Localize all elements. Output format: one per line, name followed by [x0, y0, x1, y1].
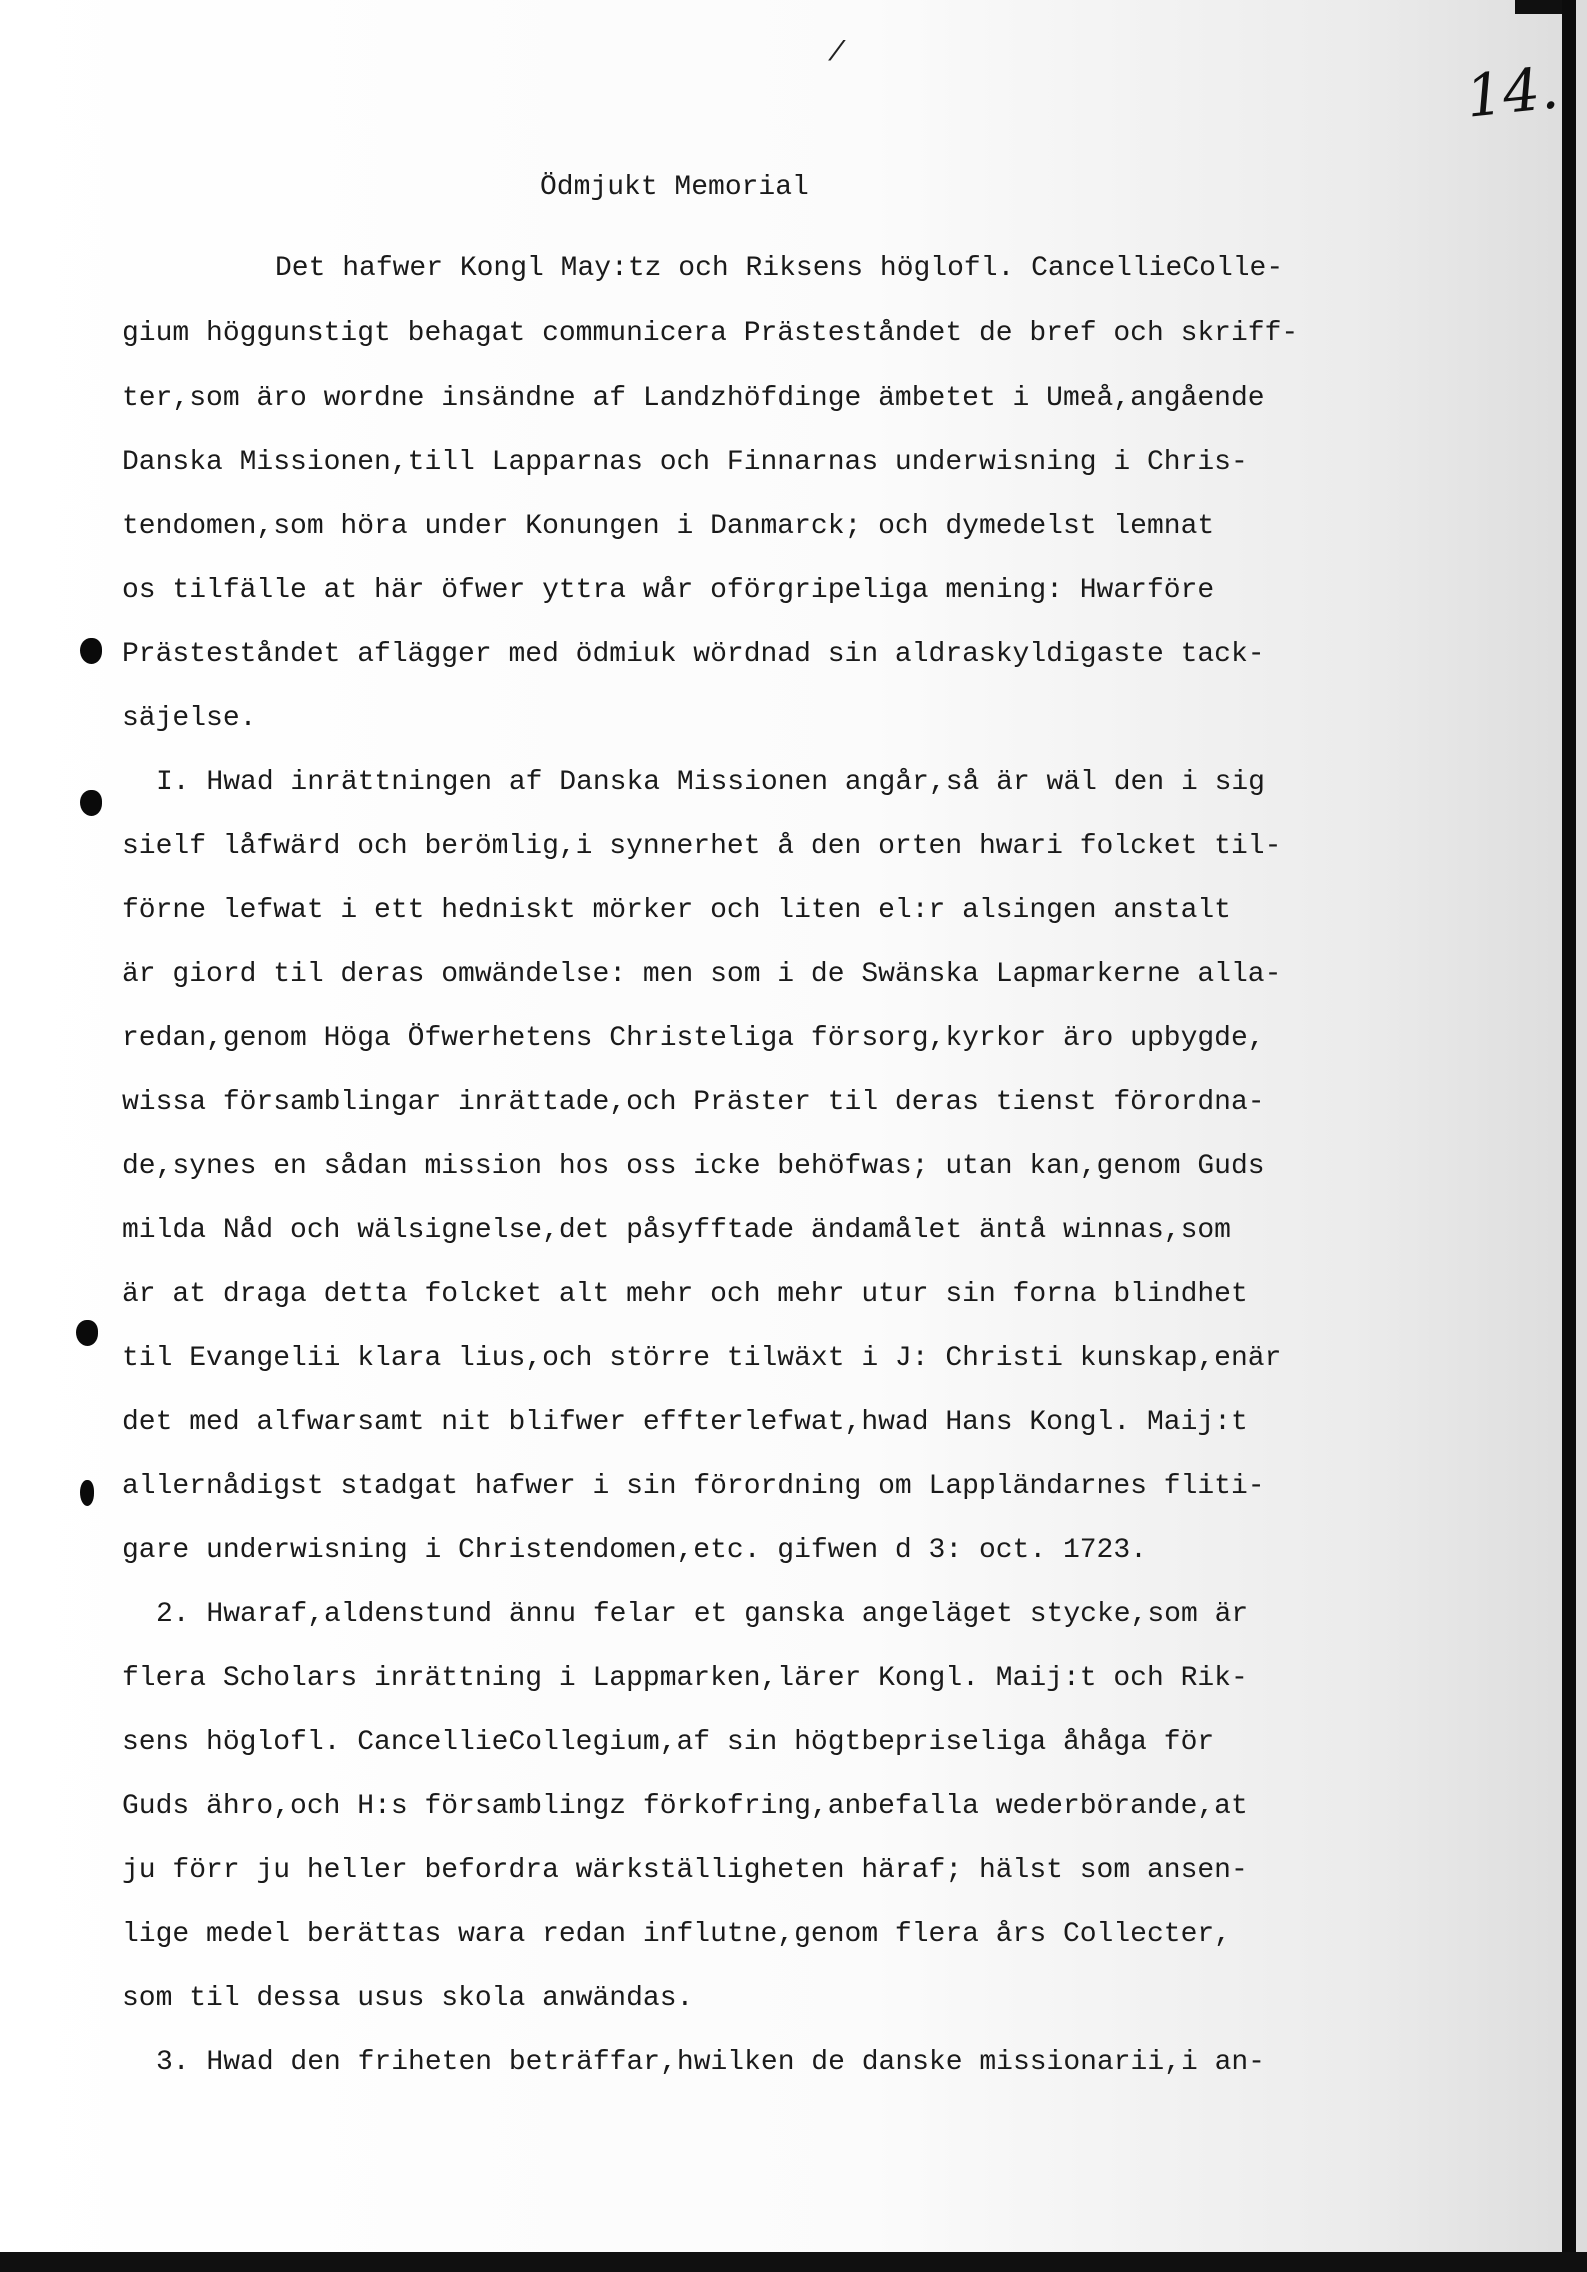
- text-line: I. Hwad inrättningen af Danska Missionen angår,så är wäl den i sig: [156, 767, 1265, 798]
- page-number: 14.: [1462, 53, 1562, 131]
- text-line: Guds ähro,och H:s församblingz förkofring,anbefalla wederbörande,at: [122, 1791, 1248, 1822]
- text-line: förne lefwat i ett hedniskt mörker och liten el:r alsingen anstalt: [122, 895, 1231, 926]
- text-line: säjelse.: [122, 703, 257, 734]
- text-line: til Evangelii klara lius,och större tilwäxt i J: Christi kunskap,enär: [122, 1343, 1282, 1374]
- text-line: sens höglofl. CancellieCollegium,af sin högtbepriseliga åhåga för: [122, 1727, 1215, 1758]
- text-line: Danska Missionen,till Lapparnas och Finnarnas underwisning i Chris-: [122, 447, 1248, 478]
- text-line: som til dessa usus skola anwändas.: [122, 1983, 694, 2014]
- text-line: allernådigst stadgat hafwer i sin förordning om Lappländarnes fliti-: [122, 1471, 1265, 1502]
- text-line: os tilfälle at här öfwer yttra wår oförgripeliga mening: Hwarföre: [122, 575, 1215, 606]
- punch-hole-mark: [80, 638, 102, 664]
- text-line: ter,som äro wordne insändne af Landzhöfdinge ämbetet i Umeå,angående: [122, 383, 1265, 414]
- text-line: 3. Hwad den friheten beträffar,hwilken de danske missionarii,i an-: [156, 2047, 1265, 2078]
- document-title: Ödmjukt Memorial: [540, 172, 809, 203]
- text-line: 2. Hwaraf,aldenstund ännu felar et ganska angeläget stycke,som är: [156, 1599, 1249, 1630]
- text-line: redan,genom Höga Öfwerhetens Christeliga försorg,kyrkor äro upbygde,: [122, 1023, 1265, 1054]
- tick-mark: /: [828, 38, 845, 69]
- text-line: Det hafwer Kongl May:tz och Riksens högl​ofl. CancellieColle-: [275, 253, 1284, 284]
- text-line: de,synes en sådan mission hos oss icke behöfwas; utan kan,genom Guds: [122, 1151, 1265, 1182]
- scan-border-right: [1562, 0, 1576, 2272]
- punch-hole-mark: [80, 1480, 94, 1506]
- text-line: det med alfwarsamt nit blifwer effterlefwat,hwad Hans Kongl. Maij:t: [122, 1407, 1248, 1438]
- text-line: tendomen,som höra under Konungen i Danmarck; och dymedelst lemnat: [122, 511, 1215, 542]
- text-line: sielf låfwärd och berömlig,i synnerhet å den orten hwari folcket til-: [122, 831, 1282, 862]
- text-line: lige medel berättas wara redan influtne,genom flera års Collecter,: [122, 1919, 1231, 1950]
- text-line: wissa församblingar inrättade,och Präster til deras tienst förordna-: [122, 1087, 1265, 1118]
- punch-hole-mark: [80, 790, 102, 816]
- text-line: Prästeståndet aflägger med ödmiuk wördnad sin aldraskyldigaste tack-: [122, 639, 1265, 670]
- text-line: gare underwisning i Christendomen,etc. gifwen d 3: oct. 1723.: [122, 1535, 1147, 1566]
- text-line: gium höggunstigt behagat communicera Prästeståndet de bref och skriff-: [122, 318, 1299, 349]
- text-line: är giord til deras omwändelse: men som i de Swänska Lapmarkerne alla-: [122, 959, 1282, 990]
- text-line: flera Scholars inrättning i Lappmarken,lärer Kongl. Maij:t och Rik-: [122, 1663, 1248, 1694]
- scan-border-bottom: [0, 2252, 1587, 2272]
- text-line: är at draga detta folcket alt mehr och mehr utur sin forna blindhet: [122, 1279, 1248, 1310]
- text-line: milda Nåd och wälsignelse,det påsyfftade ändamålet äntå winnas,som: [122, 1215, 1231, 1246]
- punch-hole-mark: [76, 1320, 98, 1346]
- text-line: ju förr ju heller befordra wärkställigheten häraf; hälst som ansen-: [122, 1855, 1248, 1886]
